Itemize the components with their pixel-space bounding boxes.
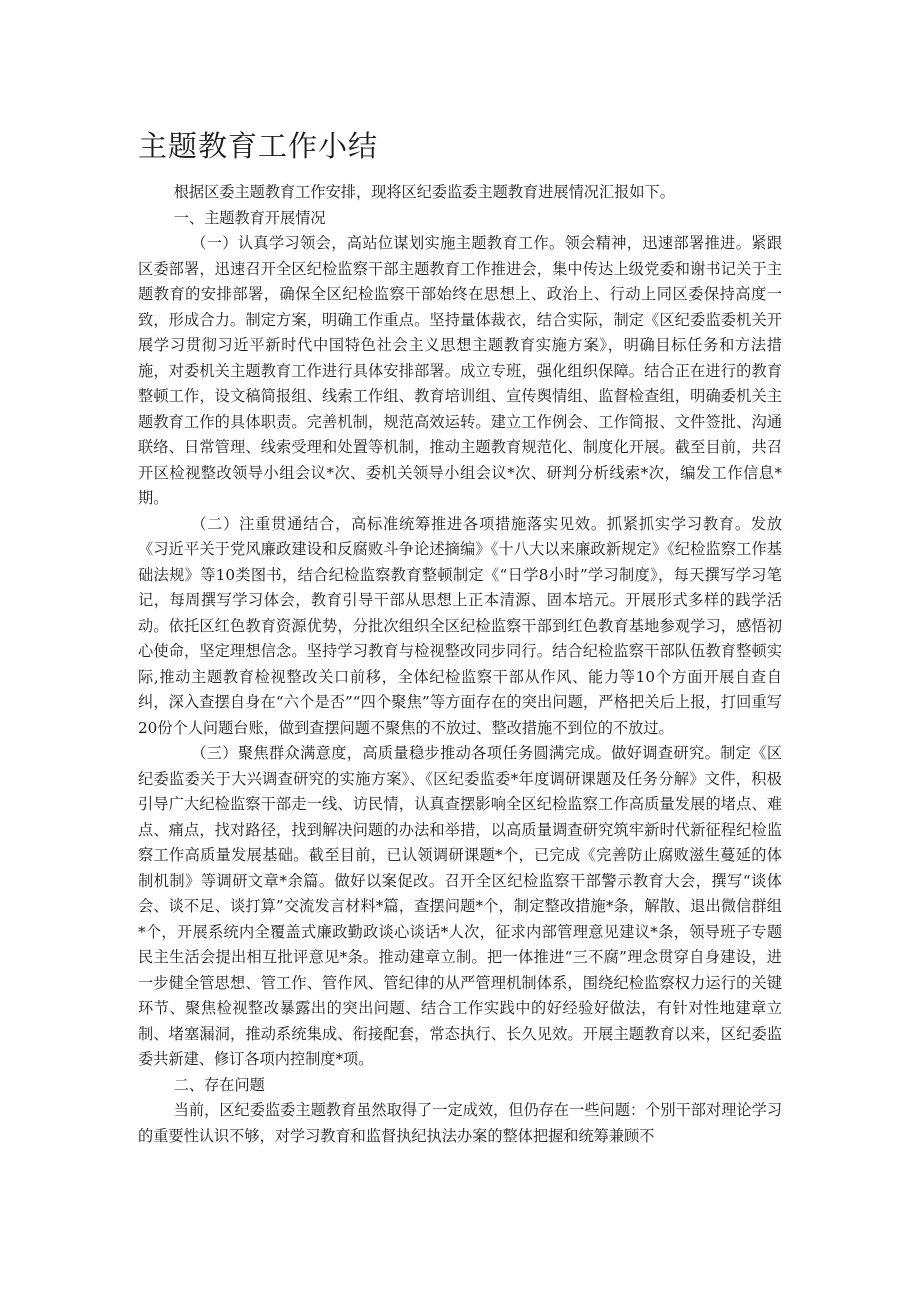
section-heading-problems: 二、存在问题 (173, 1075, 265, 1094)
section-heading-situation: 一、主题教育开展情况 (173, 208, 326, 227)
subsection-integration-paragraph: （二）注重贯通结合，高标准统筹推进各项措施落实见效。抓紧抓实学习教育。发放《习近平关于党风廉政建设和反腐败斗争论述摘编》《十八大以来廉政新规定》《纪检监察工作基础法规》等10类图书，结合纪检监察教育整顿制定《“日学8小时”学习制度》，每天撰写学习笔记，每周撰写学习体会，教育引导干部从思想上正本清源、固本培元。开展形式多样的践学活动。依托区红色教育资源优势，分批次组织全区纪检监察干部到红色教育基地参观学习，感悟初心使命，坚定理想信念。坚持学习教育与检视整改同步同行。结合纪检监察干部队伍教育整顿实际,推动主题教育检视整改关口前移，全体纪检监察干部从作风、能力等10个方面开展自查自纠，深入查摆自身在“六个是否”“四个聚焦”等方面存在的突出问题，严格把关后上报，打回重写20份个人问题台账，做到查摆问题不聚焦的不放过、整改措施不到位的不放过。 (138, 514, 782, 737)
subsection-study-paragraph: （一）认真学习领会，高站位谋划实施主题教育工作。领会精神，迅速部署推进。紧跟区委部署，迅速召开全区纪检监察干部主题教育工作推进会，集中传达上级党委和谢书记关于主题教育的安排部署，确保全区纪检监察干部始终在思想上、政治上、行动上同区委保持高度一致，形成合力。制定方案，明确工作重点。坚持量体裁衣，结合实际，制定《区纪委监委机关开展学习贯彻习近平新时代中国特色社会主义思想主题教育实施方案》，明确目标任务和方法措施，对委机关主题教育工作进行具体安排部署。成立专班，强化组织保障。结合正在进行的教育整顿工作，设文稿简报组、线索工作组、教育培训组、宣传舆情组、监督检查组，明确委机关主题教育工作的具体职责。完善机制，规范高效运转。建立工作例会、工作简报、文件签批、沟通联络、日常管理、线索受理和处置等机制，推动主题教育规范化、制度化开展。截至目前，共召开区检视整改领导小组会议*次、委机关领导小组会议*次、研判分析线索*次，编发工作信息*期。 (138, 234, 782, 507)
subsection-satisfaction-paragraph: （三）聚焦群众满意度，高质量稳步推动各项任务圆满完成。做好调查研究。制定《区纪委监委关于大兴调查研究的实施方案》、《区纪委监委*年度调研课题及任务分解》文件，积极引导广大纪检监察干部走一线、访民情，认真查摆影响全区纪检监察工作高质量发展的堵点、难点、痛点，找对路径，找到解决问题的办法和举措，以高质量调查研究筑牢新时代新征程纪检监察工作高质量发展基础。截至目前，已认领调研课题*个，已完成《完善防止腐败滋生蔓延的体制机制》等调研文章*余篇。做好以案促改。召开全区纪检监察干部警示教育大会，撰写“谈体会、谈不足、谈打算”交流发言材料*篇，查摆问题*个，制定整改措施*条，解散、退出微信群组*个，开展系统内全覆盖式廉政勤政谈心谈话*人次，征求内部管理意见建议*条，领导班子专题民主生活会提出相互批评意见*条。推动建章立制。把一体推进“三不腐”理念贯穿自身建设，进一步健全管思想、管工作、管作风、管纪律的从严管理机制体系，围绕纪检监察权力运行的关键环节、聚焦检视整改暴露出的突出问题、结合工作实践中的好经验好做法，有针对性地建章立制、堵塞漏洞，推动系统集成、衔接配套，常态执行、长久见效。开展主题教育以来，区纪委监委共新建、修订各项内控制度*项。 (138, 744, 782, 1068)
intro-paragraph: 根据区委主题教育工作安排，现将区纪委监委主题教育进展情况汇报如下。 (173, 183, 675, 201)
document-title: 主题教育工作小结 (138, 129, 379, 163)
document-body (138, 180, 782, 1149)
problems-paragraph: 当前，区纪委监委主题教育虽然取得了一定成效，但仍存在一些问题：个别干部对理论学习的重要性认识不够，对学习教育和监督执纪执法办案的整体把握和统筹兼顾不 (138, 1101, 782, 1145)
